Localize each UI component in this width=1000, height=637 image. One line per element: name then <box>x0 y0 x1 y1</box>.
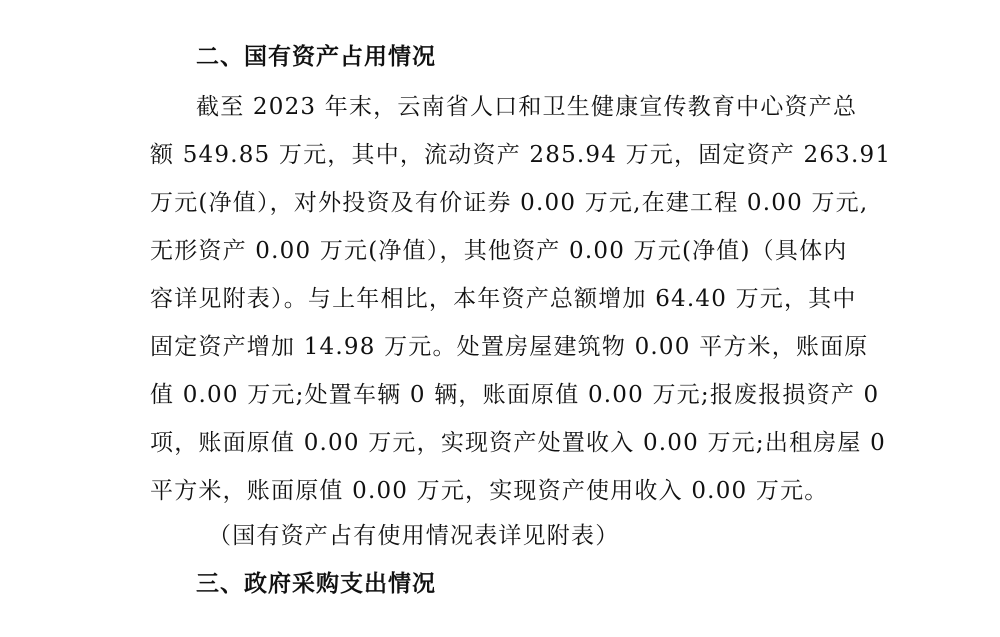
paragraph-line-5: 容详见附表）。与上年相比，本年资产总额增加 64.40 万元，其中 <box>150 286 857 312</box>
paragraph-line-3: 万元(净值），对外投资及有价证券 0.00 万元,在建工程 0.00 万元, <box>150 190 869 216</box>
section-heading-state-assets: 二、国有资产占用情况 <box>196 44 436 70</box>
paragraph-line-1: 截至 2023 年末，云南省人口和卫生健康宣传教育中心资产总 <box>196 94 858 120</box>
paragraph-line-6: 固定资产增加 14.98 万元。处置房屋建筑物 0.00 平方米，账面原 <box>150 334 869 360</box>
paragraph-line-9: 平方米，账面原值 0.00 万元，实现资产使用收入 0.00 万元。 <box>150 478 829 504</box>
appendix-note: （国有资产占有使用情况表详见附表） <box>208 523 620 549</box>
paragraph-line-8: 项，账面原值 0.00 万元，实现资产处置收入 0.00 万元;出租房屋 0 <box>150 430 886 456</box>
paragraph-line-2: 额 549.85 万元，其中，流动资产 285.94 万元，固定资产 263.91 <box>150 142 892 168</box>
paragraph-line-4: 无形资产 0.00 万元(净值），其他资产 0.00 万元(净值)（具体内 <box>150 238 848 264</box>
section-heading-government-procurement: 三、政府采购支出情况 <box>196 571 436 597</box>
paragraph-line-7: 值 0.00 万元;处置车辆 0 辆，账面原值 0.00 万元;报废报损资产 0 <box>150 382 880 408</box>
